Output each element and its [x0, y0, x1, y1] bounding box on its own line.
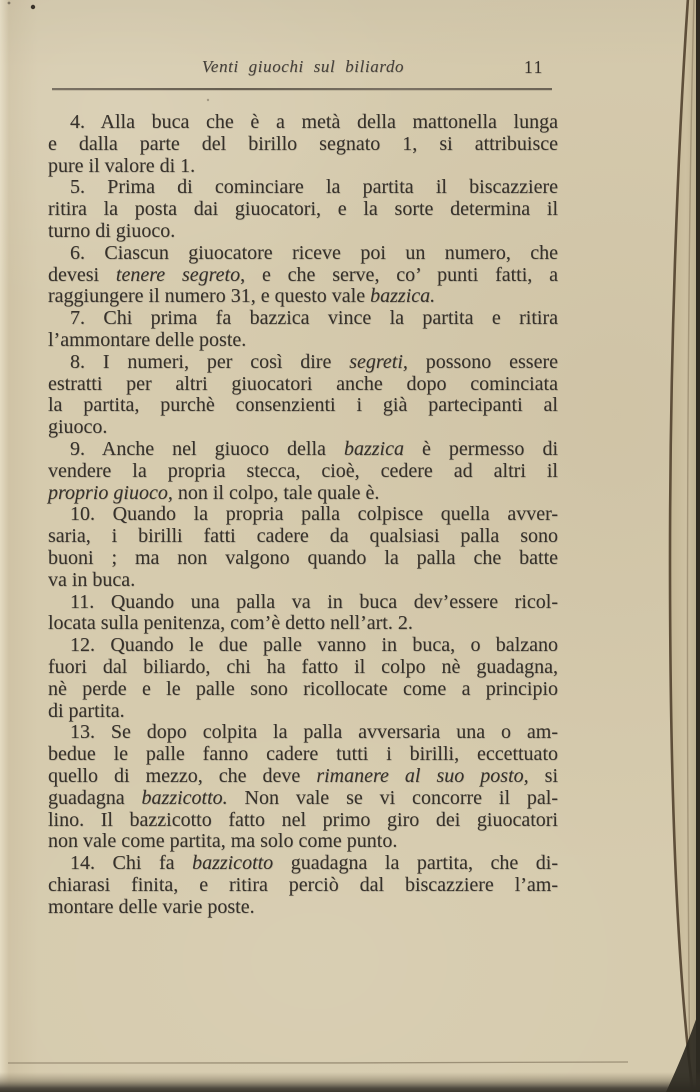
paragraph: [48, 722, 558, 853]
text-line: [48, 243, 558, 265]
text-segment: di partita.: [48, 699, 125, 722]
text-segment: non vale come partita, ma solo come punto.: [48, 830, 398, 853]
text-segment: vendere la propria stecca, cioè, cedere ad altri il: [48, 459, 558, 482]
text-segment: giuoco.: [48, 416, 108, 439]
italic-term: bazzica.: [370, 285, 436, 308]
text-line: [48, 265, 558, 287]
text-line: [48, 352, 558, 374]
text-line: [48, 592, 558, 614]
text-segment: ritira la posta dai giuocatori, e la sorte determina il: [48, 198, 558, 221]
paragraph: [48, 635, 558, 722]
italic-term: bazzicotto.: [141, 786, 228, 809]
text-line: [48, 417, 558, 439]
text-line: [48, 570, 558, 592]
text-segment: 14. Chi fa: [70, 852, 193, 875]
text-line: [48, 112, 558, 134]
running-title: Venti giuochi sul biliardo: [201, 57, 405, 76]
paragraph: [48, 592, 558, 636]
text-segment: 12. Quando le due palle vanno in buca, o balzano: [70, 634, 558, 657]
text-line: [48, 722, 558, 744]
text-segment: devesi: [48, 263, 116, 286]
text-line: [48, 221, 558, 243]
text-line: [48, 286, 558, 308]
text-line: [48, 156, 558, 178]
text-line: [48, 897, 558, 919]
text-line: [48, 395, 558, 417]
text-segment: guadagna: [48, 786, 142, 809]
paragraph: [48, 112, 558, 177]
text-segment: turno di giuoco.: [48, 219, 176, 242]
text-segment: 13. Se dopo colpita la palla avversaria una o am-: [70, 721, 558, 744]
text-segment: 4. Alla buca che è a metà della mattonella lunga: [70, 111, 558, 133]
italic-term: bazzica: [343, 437, 404, 460]
text-segment: chiarasi finita, e ritira perciò dal biscazziere l’am-: [48, 873, 558, 896]
text-segment: 10. Quando la propria palla colpisce quella avver-: [70, 503, 558, 526]
page-edge-strip: [670, 0, 700, 1092]
text-line: [48, 613, 558, 635]
text-line: [48, 766, 558, 788]
italic-term: segreti,: [349, 350, 408, 373]
text-segment: guadagna la partita, che di-: [273, 852, 559, 875]
text-line: [48, 788, 558, 810]
paragraph: [48, 853, 558, 918]
text-segment: 9. Anche nel giuoco della: [70, 437, 344, 460]
text-segment: è permesso di: [403, 437, 558, 460]
text-line: [48, 810, 558, 832]
text-line: [48, 177, 558, 199]
text-segment: 5. Prima di cominciare la partita il biscazziere: [70, 176, 558, 199]
text-segment: montare delle varie poste.: [48, 895, 255, 918]
paragraph: [48, 243, 558, 308]
text-segment: quello di mezzo, che deve: [48, 764, 317, 787]
deep-right-edge: [696, 0, 700, 1092]
text-segment: lino. Il bazzicotto fatto nel primo giro dei giuocatori: [48, 808, 558, 831]
text-segment: 11. Quando una palla va in buca dev’essere ricol-: [70, 590, 558, 613]
text-segment: , e che serve, co’ punti fatti, a: [240, 263, 558, 286]
text-line: [48, 701, 558, 723]
text-segment: si: [528, 764, 558, 787]
italic-term: tenere segreto: [115, 263, 241, 286]
text-segment: buoni ; ma non valgono quando la palla che batte: [48, 546, 558, 569]
paragraph: [48, 439, 558, 504]
italic-term: proprio giuoco,: [48, 481, 173, 504]
italic-term: rimanere al suo posto,: [316, 764, 529, 787]
paper-speck: [8, 2, 11, 5]
text-segment: bedue le palle fanno cadere tutti i birilli, eccettuato: [48, 743, 558, 766]
text-segment: non il colpo, tale quale è.: [172, 481, 380, 504]
text-segment: va in buca.: [48, 568, 136, 591]
italic-term: bazzicotto: [192, 852, 274, 875]
text-line: [48, 744, 558, 766]
page-body: [48, 112, 558, 918]
text-line: [48, 199, 558, 221]
page-number: 11: [524, 57, 544, 77]
text-line: [48, 308, 558, 330]
text-line: [48, 330, 558, 352]
text-line: [48, 831, 558, 853]
text-segment: e dalla parte del birillo segnato 1, si attribuisce: [48, 132, 558, 155]
text-segment: locata sulla penitenza, com’è detto nell’art. 2.: [48, 612, 413, 635]
text-segment: saria, i birilli fatti cadere da qualsiasi palla sono: [48, 525, 558, 548]
text-segment: Non vale se vi concorre il pal-: [227, 786, 558, 809]
text-segment: possono essere: [407, 350, 558, 373]
paper-speck: [31, 5, 35, 9]
text-line: [48, 526, 558, 548]
paragraph: [48, 504, 558, 591]
bottom-page-line: [8, 1062, 628, 1063]
text-line: [48, 657, 558, 679]
paragraph: [48, 177, 558, 242]
text-segment: l’ammontare delle poste.: [48, 328, 247, 351]
page-edge-line: [670, 0, 693, 1092]
text-segment: estratti per altri giuocatori anche dopo cominciata: [48, 372, 558, 395]
text-segment: 7. Chi prima fa bazzica vince la partita e ritira: [70, 307, 558, 330]
text-segment: raggiungere il numero 31, e questo vale: [48, 285, 371, 308]
text-line: [48, 483, 558, 505]
text-line: [48, 548, 558, 570]
text-line: [48, 374, 558, 396]
text-line: [48, 504, 558, 526]
paragraph: [48, 308, 558, 352]
text-segment: la partita, purchè consenzienti i già partecipanti al: [48, 394, 558, 417]
text-line: [48, 875, 558, 897]
corner-shadow: [666, 1008, 700, 1092]
text-line: [48, 134, 558, 156]
bottom-scan-band: [0, 1072, 700, 1092]
text-line: [48, 853, 558, 875]
header-rule: [52, 88, 552, 90]
text-line: [48, 439, 558, 461]
text-segment: fuori dal biliardo, chi ha fatto il colpo nè guadagna,: [48, 655, 558, 678]
page-edge-line-2: [687, 0, 694, 1092]
paper-speck: [207, 99, 209, 101]
paragraph: [48, 352, 558, 439]
text-segment: pure il valore di 1.: [48, 154, 196, 177]
text-line: [48, 635, 558, 657]
text-line: [48, 461, 558, 483]
text-segment: 6. Ciascun giuocatore riceve poi un numero, che: [70, 241, 558, 264]
text-segment: nè perde e le palle sono ricollocate come a principio: [48, 677, 558, 700]
text-segment: 8. I numeri, per così dire: [70, 350, 350, 373]
text-line: [48, 679, 558, 701]
